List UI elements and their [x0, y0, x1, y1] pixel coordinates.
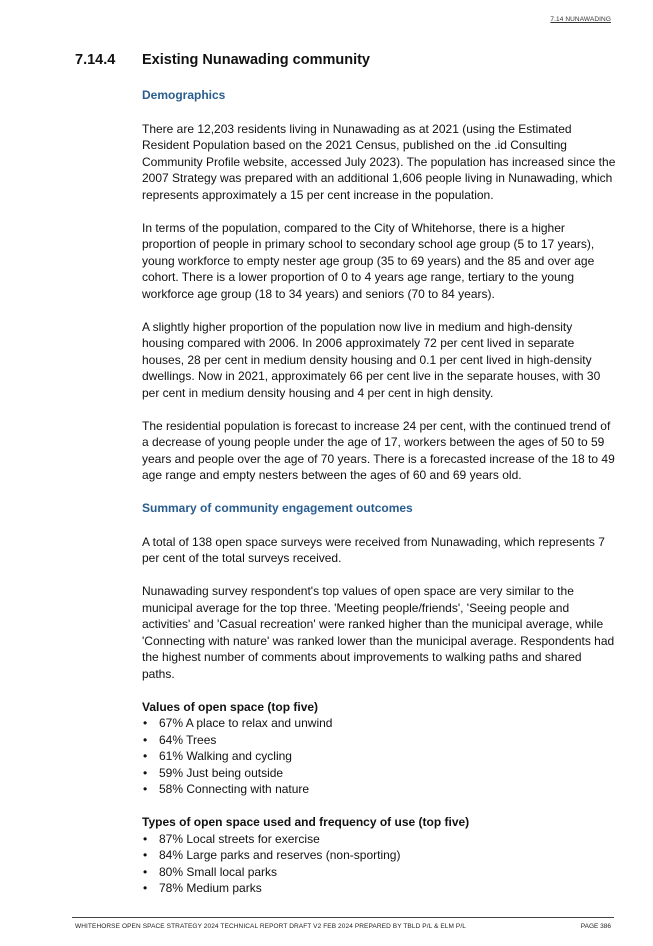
footer-divider	[72, 917, 614, 918]
types-list-heading: Types of open space used and frequency of use (top five)	[142, 815, 470, 829]
types-list-item: • 80% Small local parks	[142, 864, 617, 881]
values-list-item: • 59% Just being outside	[142, 765, 617, 782]
section-number: 7.14.4	[75, 52, 116, 68]
engagement-heading: Summary of community engagement outcomes	[142, 501, 413, 515]
section-title: Existing Nunawading community	[142, 52, 370, 68]
values-list-item: • 64% Trees	[142, 732, 617, 749]
types-list-item: • 87% Local streets for exercise	[142, 831, 617, 848]
values-list-item: • 67% A place to relax and unwind	[142, 715, 617, 732]
engagement-paragraph-1: A total of 138 open space surveys were received from Nunawading, which represents 7 per cent of the total surveys received.	[142, 534, 605, 565]
types-list-item: • 84% Large parks and reserves (non-sporting)	[142, 847, 617, 864]
demographics-paragraph-2: In terms of the population, compared to the City of Whitehorse, there is a higher proportion of people in primary school to secondary school age group (5 to 17 years), young workforce to empty nester age group (35 to 69 years) and the 85 and over age cohort. There is a lower proportion of 0 to 4 years age range, tertiary to the young workforce age group (18 to 34 years) and seniors (70 to 84 years).	[142, 220, 595, 301]
values-list	[142, 715, 617, 798]
footer-document-info: WHITEHORSE OPEN SPACE STRATEGY 2024 TECHNICAL REPORT DRAFT V2 FEB 2024 PREPARED BY TBLD P/L & ELM P/L	[75, 923, 466, 930]
values-list-item: • 61% Walking and cycling	[142, 748, 617, 765]
page-body	[142, 87, 617, 913]
footer-page-number: PAGE 386	[580, 923, 611, 930]
running-header-section-ref: 7.14 NUNAWADING	[550, 16, 611, 23]
demographics-paragraph-4: The residential population is forecast to increase 24 per cent, with the continued trend of a decrease of young people under the age of 17, workers between the ages of 50 to 59 years and people over the age of 70 years. There is a forecasted increase of the 18 to 49 age range and empty nesters between the ages of 60 and 69 years old.	[142, 418, 615, 482]
demographics-paragraph-1: There are 12,203 residents living in Nunawading as at 2021 (using the Estimated Resident Population based on the 2021 Census, published on the .id Consulting Community Profile website, accessed July 2023). The population has increased since the 2007 Strategy was prepared with an additional 1,606 people living in Nunawading, which represents approximately a 15 per cent increase in the population.	[142, 121, 616, 202]
values-list-item: • 58% Connecting with nature	[142, 781, 617, 798]
types-list-item: • 78% Medium parks	[142, 880, 617, 897]
demographics-heading: Demographics	[142, 88, 226, 102]
types-list	[142, 831, 617, 897]
values-list-heading: Values of open space (top five)	[142, 699, 319, 714]
demographics-paragraph-3: A slightly higher proportion of the population now live in medium and high-density housing compared with 2006. In 2006 approximately 72 per cent lived in separate houses, 28 per cent in medium density housing and 0.1 per cent lived in high-density dwellings. Now in 2021, approximately 66 per cent live in the separate houses, with 30 per cent in medium density housing and 4 per cent in high density.	[142, 319, 601, 400]
engagement-paragraph-2: Nunawading survey respondent's top values of open space are very similar to the municipal average for the top three. 'Meeting people/friends', 'Seeing people and activities' and 'Casual recreation' were ranked higher than the municipal average, while 'Connecting with nature' was ranked lower than the municipal average. Respondents had the highest number of comments about improvements to walking paths and shared paths.	[142, 584, 615, 681]
